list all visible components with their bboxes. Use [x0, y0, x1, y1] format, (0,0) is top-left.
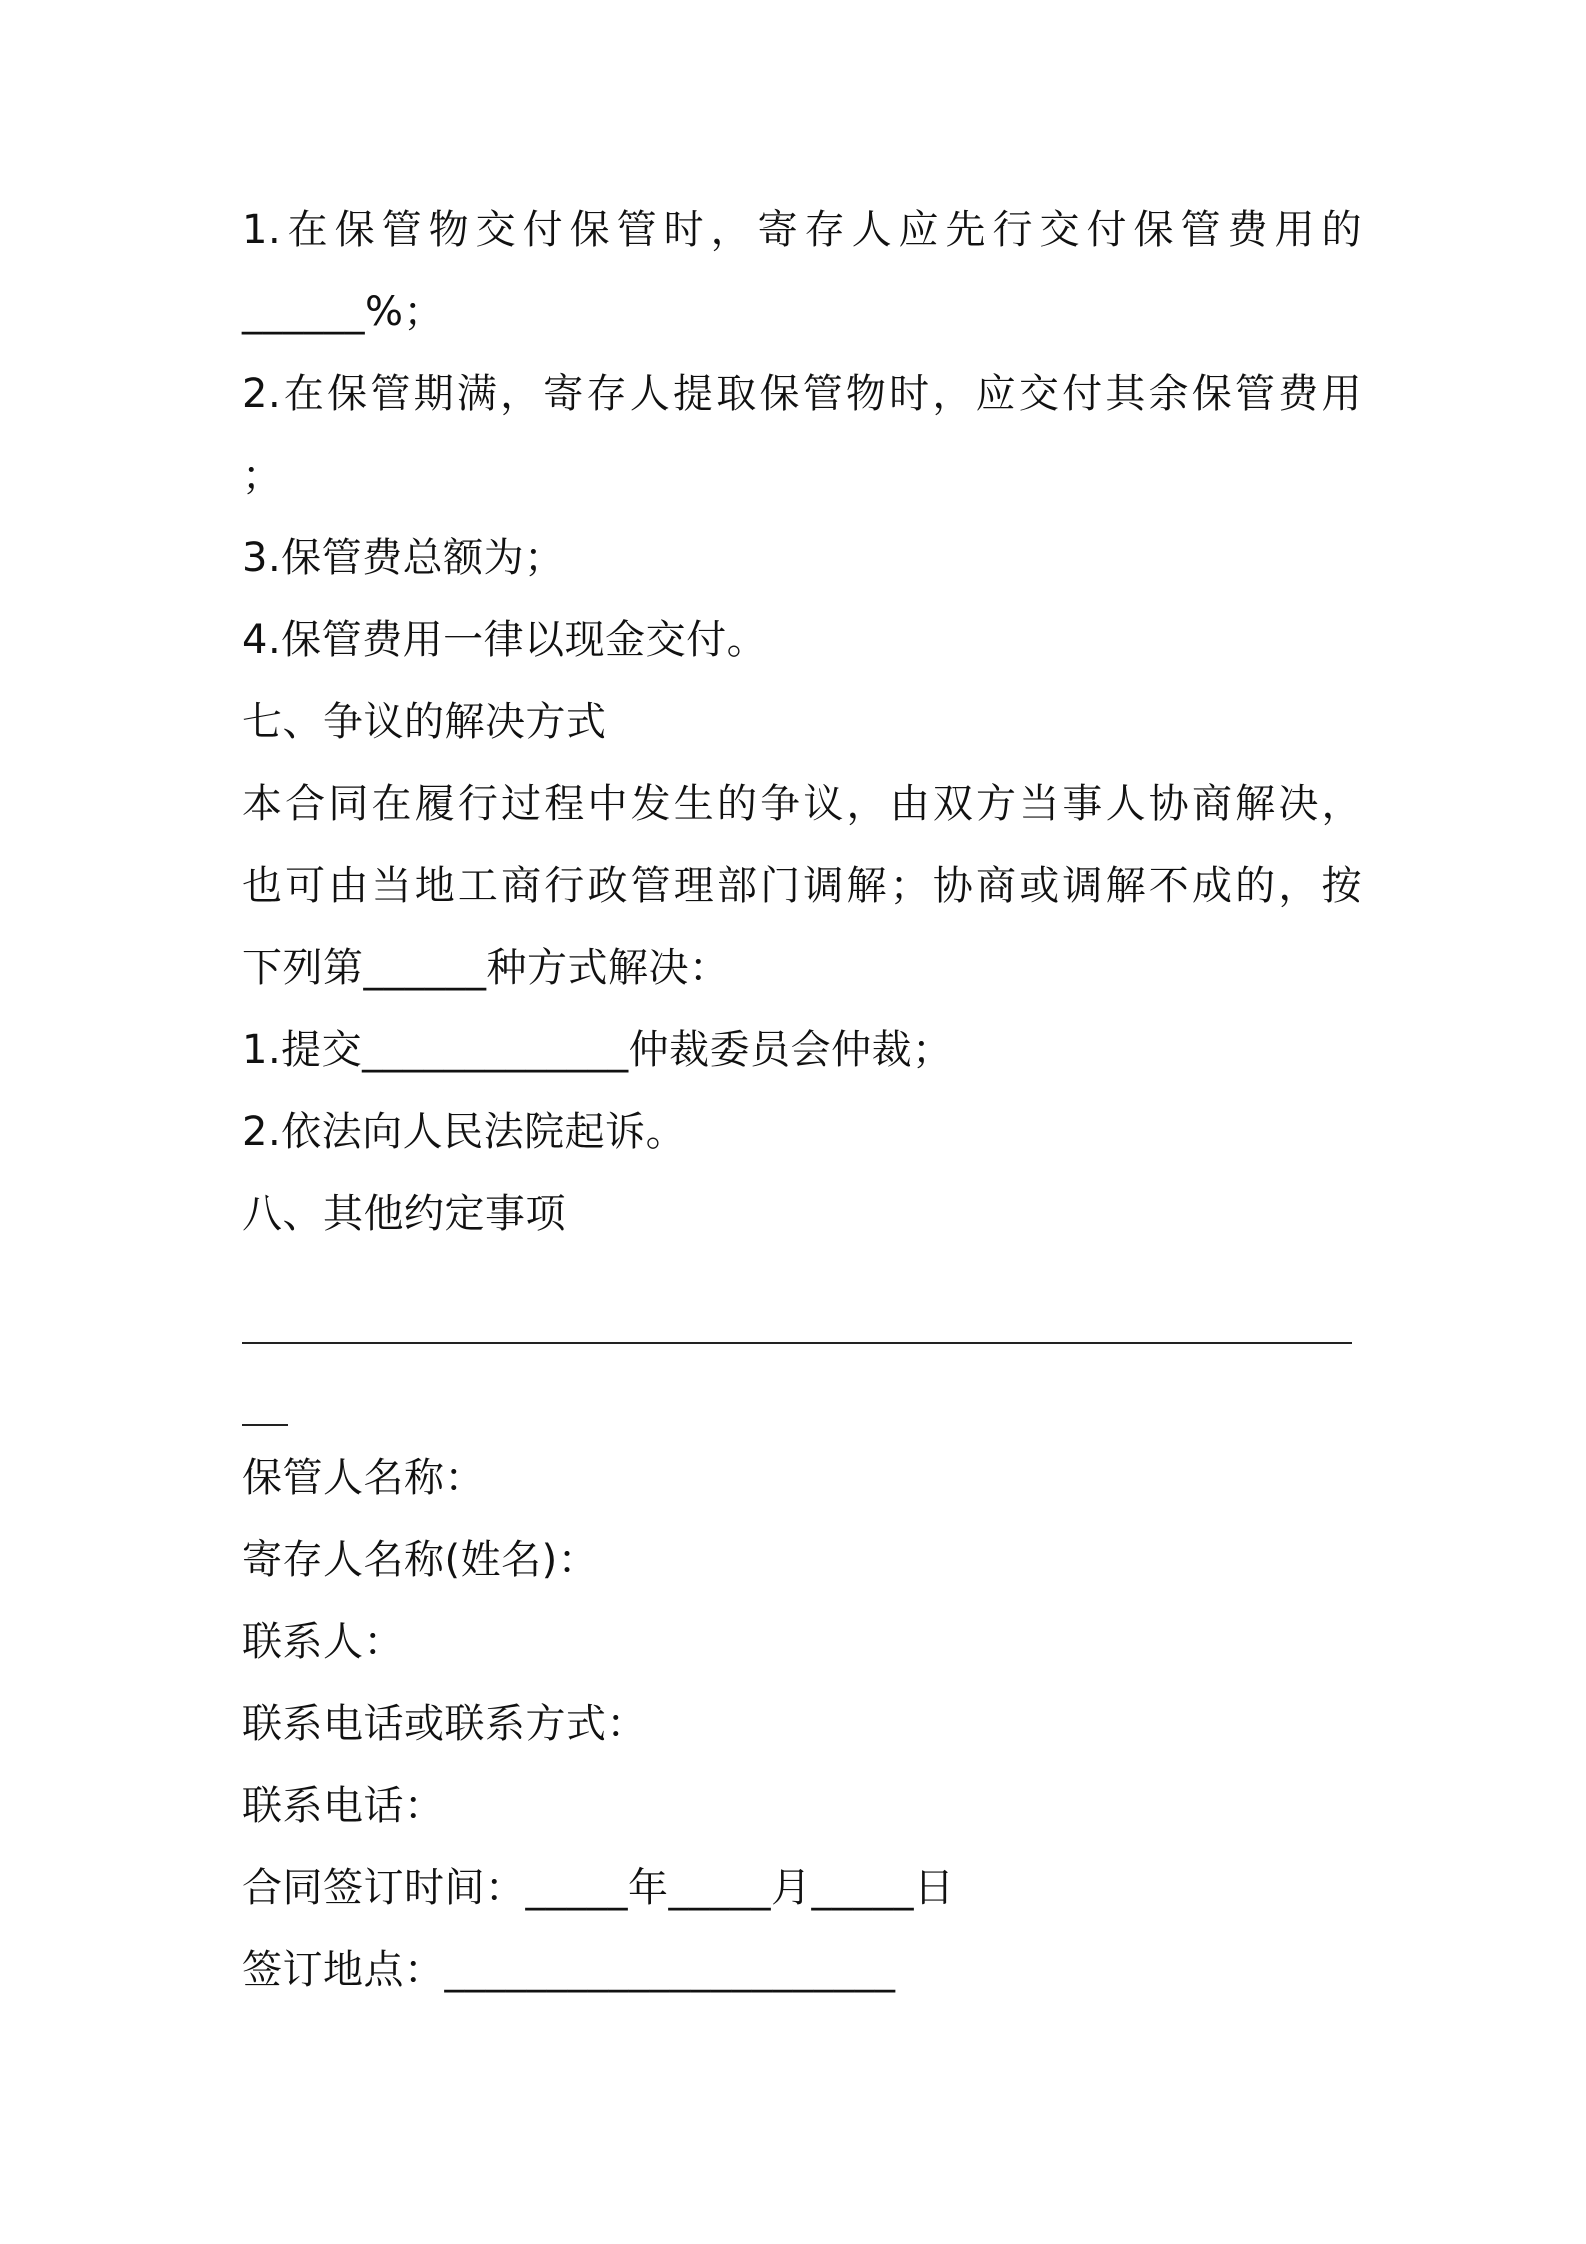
clause-2-continuation: ； [242, 453, 283, 499]
clause-2-remaining-fee: 2.在保管期满，寄存人提取保管物时，应交付其余保管费用 [242, 371, 1362, 417]
contact-method-label: 联系电话或联系方式： [242, 1701, 647, 1747]
clause-1-percent-blank: ______%； [242, 289, 445, 335]
clause-3-total-fee: 3.保管费总额为； [242, 535, 565, 581]
dispute-option-court: 2.依法向人民法院起诉。 [242, 1109, 687, 1155]
section-8-heading: 八、其他约定事项 [242, 1191, 566, 1237]
signing-place-field: 签订地点：______________________ [242, 1947, 896, 1993]
contact-phone-label: 联系电话： [242, 1783, 445, 1829]
custodian-name-label: 保管人名称： [242, 1455, 485, 1501]
depositor-name-label: 寄存人名称(姓名)： [242, 1537, 599, 1583]
other-terms-blank-line [242, 1342, 1352, 1344]
clause-4-cash-payment: 4.保管费用一律以现金交付。 [242, 617, 768, 663]
section-7-heading: 七、争议的解决方式 [242, 699, 607, 745]
dispute-paragraph-line-1: 本合同在履行过程中发生的争议，由双方当事人协商解决， [242, 781, 1362, 827]
dispute-paragraph-line-3: 下列第______种方式解决： [242, 945, 730, 991]
contact-person-label: 联系人： [242, 1619, 404, 1665]
dispute-paragraph-line-2: 也可由当地工商行政管理部门调解；协商或调解不成的，按 [242, 863, 1362, 909]
clause-1-deposit-fee: 1.在保管物交付保管时，寄存人应先行交付保管费用的 [242, 207, 1362, 253]
other-terms-blank-line-end [242, 1424, 288, 1426]
dispute-option-arbitration: 1.提交_____________仲裁委员会仲裁； [242, 1027, 953, 1073]
signing-date-field: 合同签订时间：_____年_____月_____日 [242, 1865, 955, 1911]
